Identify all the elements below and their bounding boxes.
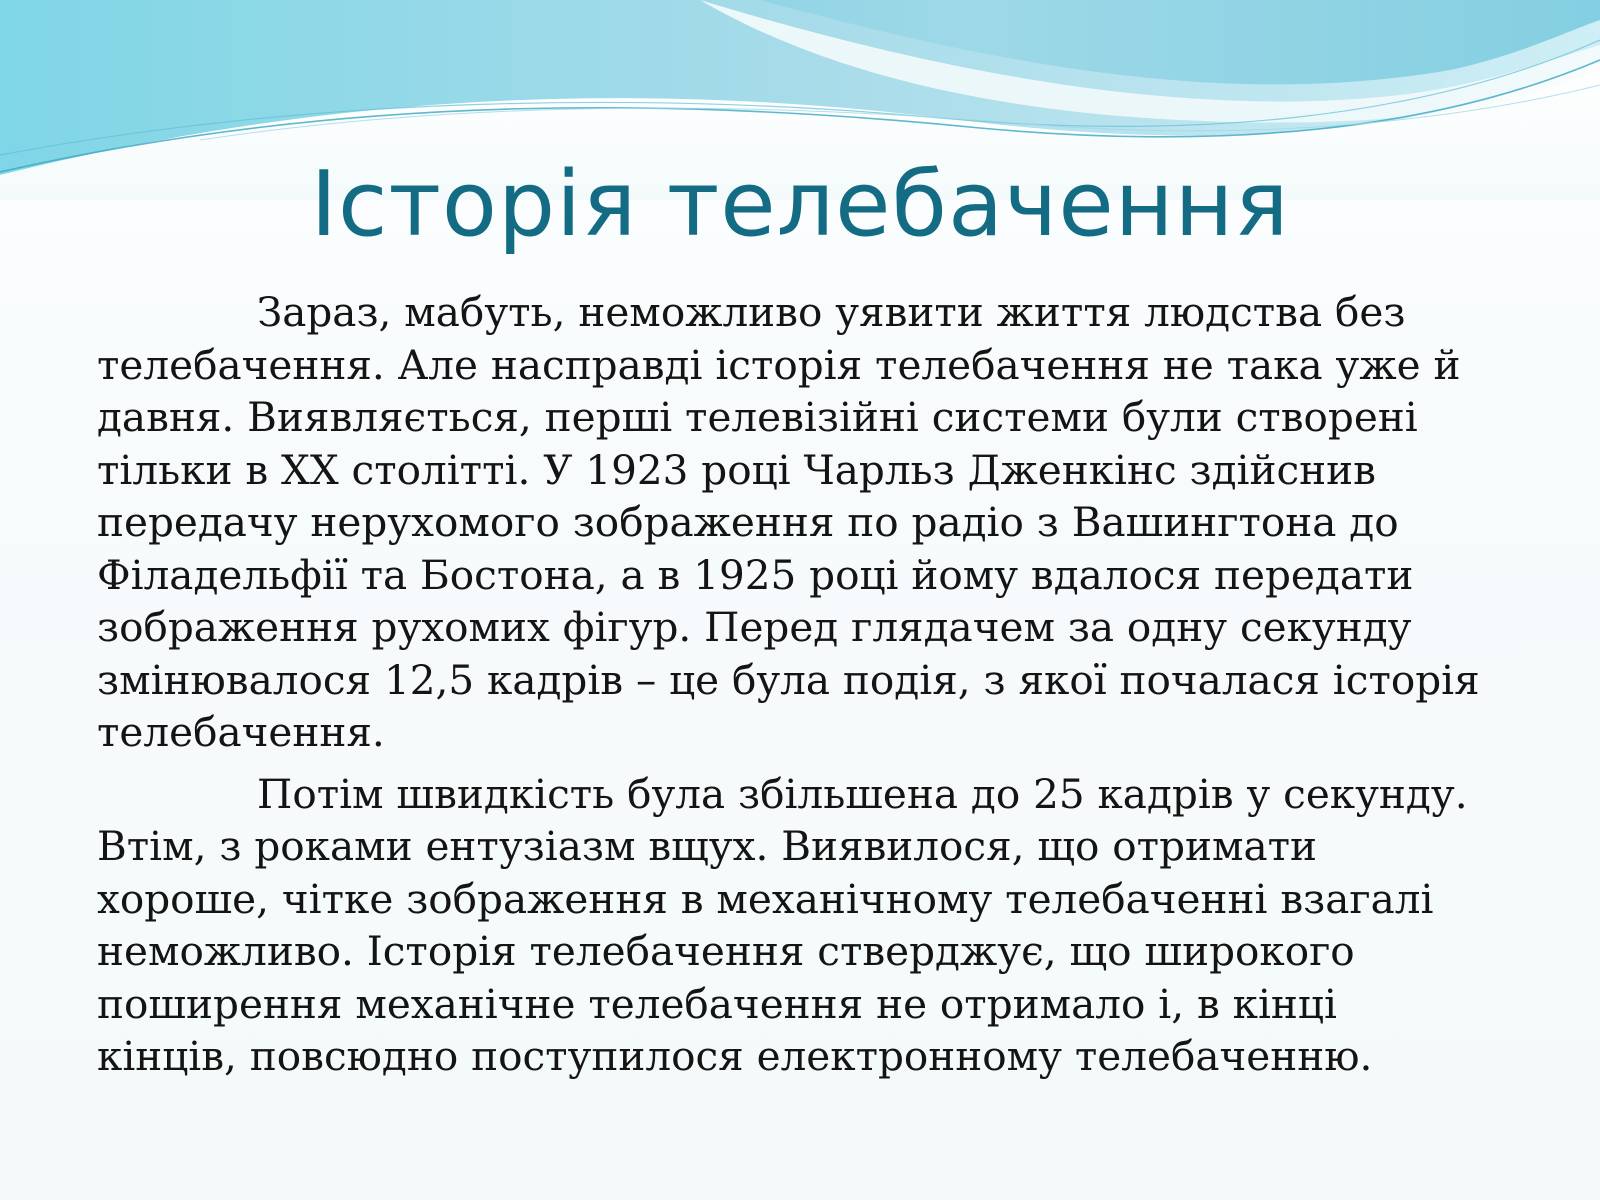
slide-title: Історія телебачення <box>310 152 1290 257</box>
slide-body <box>97 286 1487 1083</box>
body-paragraph: Зараз, мабуть, неможливо уявити життя людства без телебачення. Але насправді історія телебачення не така уже й давня. Виявляється, перші телевізійні системи були створені тільки в ХХ столітті. У 1923 році Чарльз Дженкінс здійснив передачу нерухомого зображення по радіо з Вашингтона до Філадельфії та Бостона, а в 1925 році йому вдалося передати зображення рухомих фігур. Перед глядачем за одну секунду змінювалося 12,5 кадрів – це була подія, з якої почалася історія телебачення. <box>97 288 1480 756</box>
body-paragraph: Потім швидкість була збільшена до 25 кадрів у секунду. Втім, з роками ентузіазм вщух. Виявилося, що отримати хороше, чітке зображення в механічному телебаченні взагалі неможливо. Історія телебачення стверджує, що широкого поширення механічне телебачення не отримало і, в кінці кінців, повсюдно поступилося електронному телебаченню. <box>97 769 1468 1080</box>
